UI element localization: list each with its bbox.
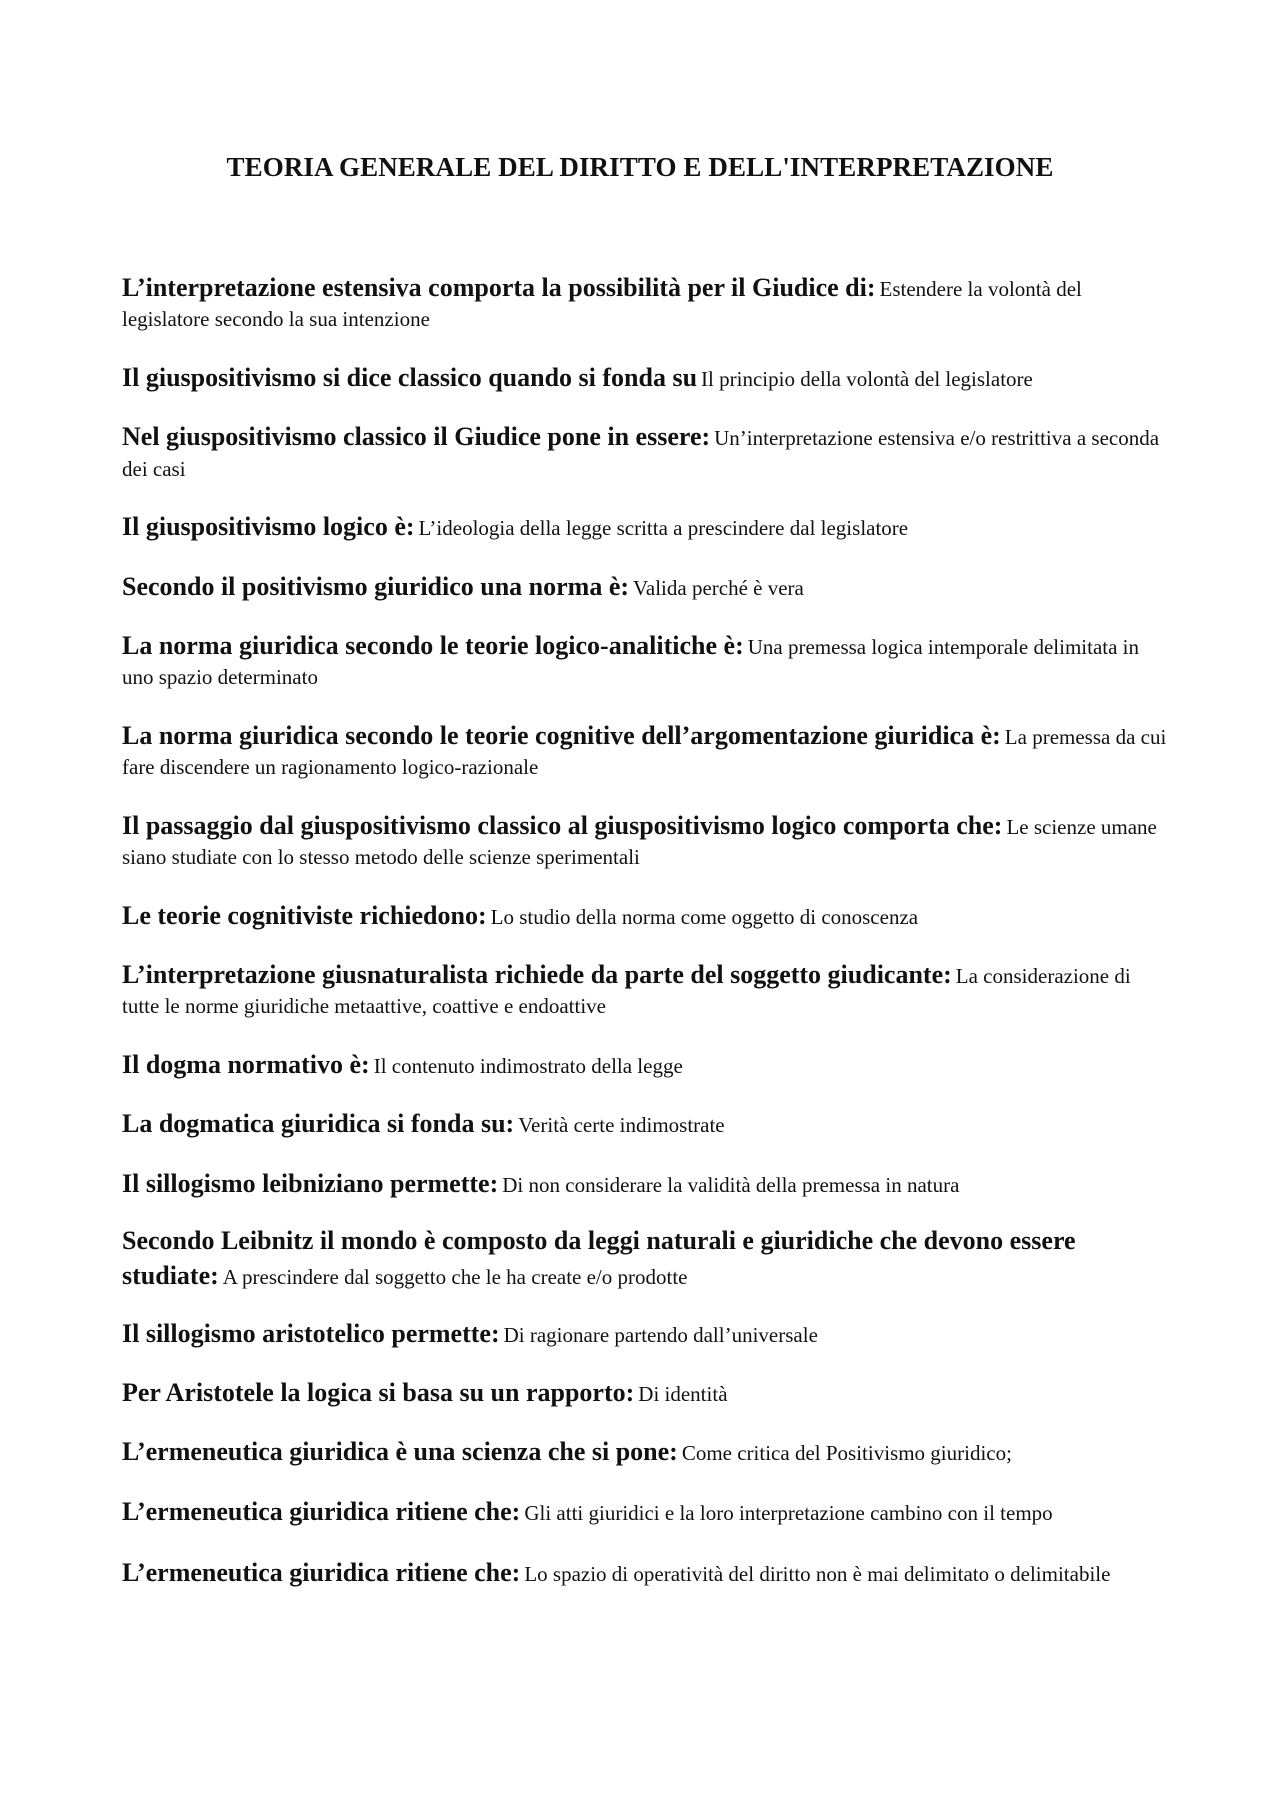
qa-item [122, 1434, 1167, 1469]
answer: La considerazione di tutte le norme giuridiche metaattive, coattive e endoattive [122, 963, 1131, 1019]
answer: Lo spazio di operatività del diritto non è mai delimitato o delimitabile [524, 1562, 1111, 1587]
question: Il giuspositivismo si dice classico quando si fonda su [122, 362, 698, 392]
question: Il sillogismo aristotelico permette: [122, 1318, 500, 1348]
qa-item [122, 1047, 1167, 1082]
answer: Di identità [638, 1382, 728, 1407]
answer: Valida perché è vera [633, 575, 804, 600]
qa-item [122, 957, 1167, 1021]
answer: Estendere la volontà del legislatore secondo la sua intenzione [122, 277, 1082, 332]
qa-item [122, 628, 1167, 692]
qa-item [122, 1106, 1167, 1141]
qa-item [122, 1316, 1167, 1351]
question: L’ermeneutica giuridica ritiene che: [122, 1558, 521, 1588]
question: La norma giuridica secondo le teorie logico-analitiche è: [122, 630, 744, 660]
answer: Lo studio della norma come oggetto di conoscenza [490, 904, 919, 929]
qa-item [122, 1375, 1167, 1410]
answer: A prescindere dal soggetto che le ha create e/o prodotte [222, 1265, 688, 1290]
question: Le teorie cognitiviste richiedono: [122, 900, 487, 930]
question: La norma giuridica secondo le teorie cognitive dell’argomentazione giuridica è: [122, 720, 1001, 750]
qa-item [122, 1166, 1167, 1201]
question: Secondo Leibnitz il mondo è composto da leggi naturali e giuridiche che devono essere studiate: [122, 1225, 1076, 1291]
question: L’ermeneutica giuridica è una scienza che si pone: [122, 1437, 678, 1467]
answer: Verità certe indimostrate [518, 1113, 725, 1138]
question: Secondo il positivismo giuridico una norma è: [122, 571, 630, 601]
qa-item [122, 1555, 1167, 1590]
answer: Una premessa logica intemporale delimitata in uno spazio determinato [122, 634, 1140, 690]
answer: Gli atti giuridici e la loro interpretazione cambino con il tempo [524, 1500, 1053, 1525]
qa-item [122, 898, 1167, 933]
qa-item [122, 718, 1167, 782]
document-title: TEORIA GENERALE DEL DIRITTO E DELL'INTERPRETAZIONE [226, 152, 1054, 182]
answer: La premessa da cui fare discendere un ragionamento logico-razionale [122, 724, 1167, 780]
question: Il sillogismo leibniziano permette: [122, 1168, 499, 1198]
qa-list [122, 270, 1167, 1590]
qa-item [122, 1494, 1167, 1529]
question: L’interpretazione giusnaturalista richiede da parte del soggetto giudicante: [122, 959, 952, 989]
qa-item [122, 569, 1167, 604]
question: Il giuspositivismo logico è: [122, 512, 415, 542]
question: Per Aristotele la logica si basa su un rapporto: [122, 1378, 635, 1408]
qa-item [122, 509, 1167, 544]
answer: Il contenuto indimostrato della legge [373, 1053, 683, 1078]
qa-item [122, 360, 1167, 395]
qa-item [122, 1223, 1167, 1294]
qa-item [122, 270, 1167, 334]
question: L’interpretazione estensiva comporta la possibilità per il Giudice di: [122, 273, 876, 302]
question: Nel giuspositivismo classico il Giudice pone in essere: [122, 422, 711, 452]
question: Il passaggio dal giuspositivismo classico al giuspositivismo logico comporta che: [122, 810, 1003, 840]
qa-item [122, 419, 1167, 483]
answer: Di non considerare la validità della premessa in natura [502, 1172, 960, 1197]
question: La dogmatica giuridica si fonda su: [122, 1109, 515, 1139]
answer: Un’interpretazione estensiva e/o restrittiva a seconda dei casi [122, 426, 1160, 481]
answer: Le scienze umane siano studiate con lo stesso metodo delle scienze sperimentali [122, 814, 1157, 870]
qa-item [122, 808, 1167, 872]
answer: L’ideologia della legge scritta a prescindere dal legislatore [418, 516, 909, 541]
question: Il dogma normativo è: [122, 1049, 370, 1079]
question: L’ermeneutica giuridica ritiene che: [122, 1496, 521, 1526]
answer: Di ragionare partendo dall’universale [503, 1322, 818, 1347]
answer: Il principio della volontà del legislatore [701, 366, 1033, 391]
answer: Come critica del Positivismo giuridico; [681, 1441, 1012, 1466]
